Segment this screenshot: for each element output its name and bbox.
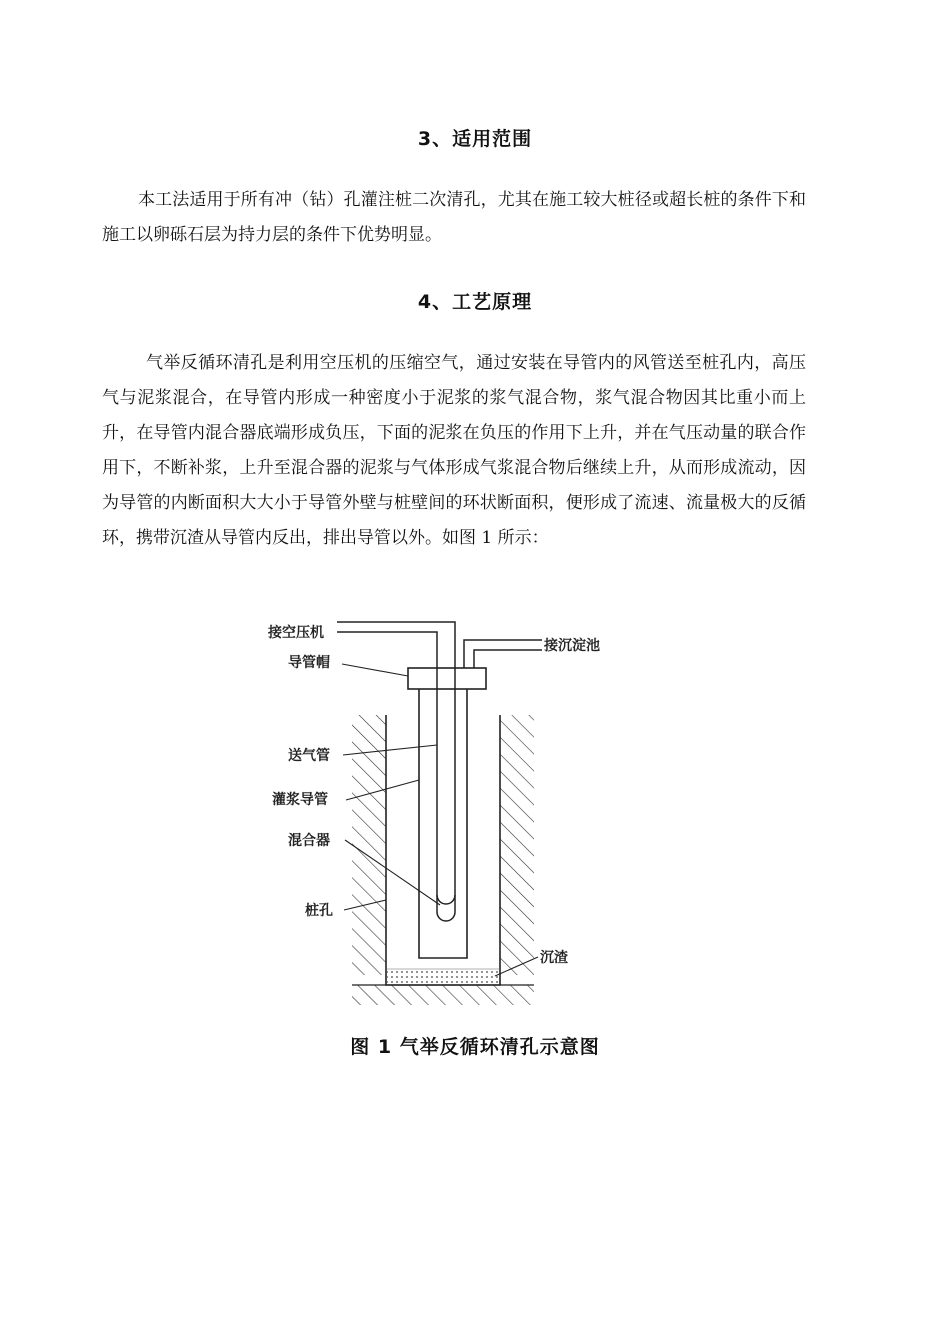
- section-3-heading: 3、适用范围: [417, 128, 533, 150]
- label-pile-hole: 桩孔: [305, 903, 333, 919]
- section-4-paragraph: 气举反循环清孔是利用空压机的压缩空气，通过安装在导管内的风管送至桩孔内，高压气与泥浆混合，在导管内形成一种密度小于泥浆的浆气混合物，浆气混合物因其比重小而上升，在导管内混合器底端形成负压，下面的泥浆在负压的作用下上升，并在气压动量的联合作用下，不断补浆，上升至混合器的泥浆与气体形成气浆混合物后继续上升，从而形成流动，因为导管的内断面积大大小于导管外壁与桩壁间的环状断面积，便形成了流速、流量极大的反循环，携带沉渣从导管内反出，排出导管以外。如图 1 所示：: [102, 353, 806, 548]
- section-4-heading: 4、工艺原理: [417, 291, 533, 313]
- section-3-paragraph: 本工法适用于所有冲（钻）孔灌注桩二次清孔，尤其在施工较大桩径或超长桩的条件下和施工以卵砾石层为持力层的条件下优势明显。: [102, 190, 806, 245]
- airlift-diagram: [240, 612, 640, 1012]
- label-settling-tank: 接沉淀池: [544, 638, 600, 654]
- label-compressor: 接空压机: [268, 625, 324, 641]
- label-air-pipe: 送气管: [288, 748, 330, 764]
- pile-hole-outline: [386, 715, 500, 985]
- discharge-pipe: [464, 640, 542, 668]
- label-sediment: 沉渣: [540, 950, 568, 966]
- label-mixer: 混合器: [288, 833, 330, 849]
- pipe-cap: [408, 668, 486, 689]
- label-pipe-cap: 导管帽: [288, 655, 330, 671]
- figure-caption: 图 1 气举反循环清孔示意图: [350, 1036, 600, 1058]
- label-grout-pipe: 灌浆导管: [272, 792, 328, 808]
- sediment-layer: [387, 969, 499, 984]
